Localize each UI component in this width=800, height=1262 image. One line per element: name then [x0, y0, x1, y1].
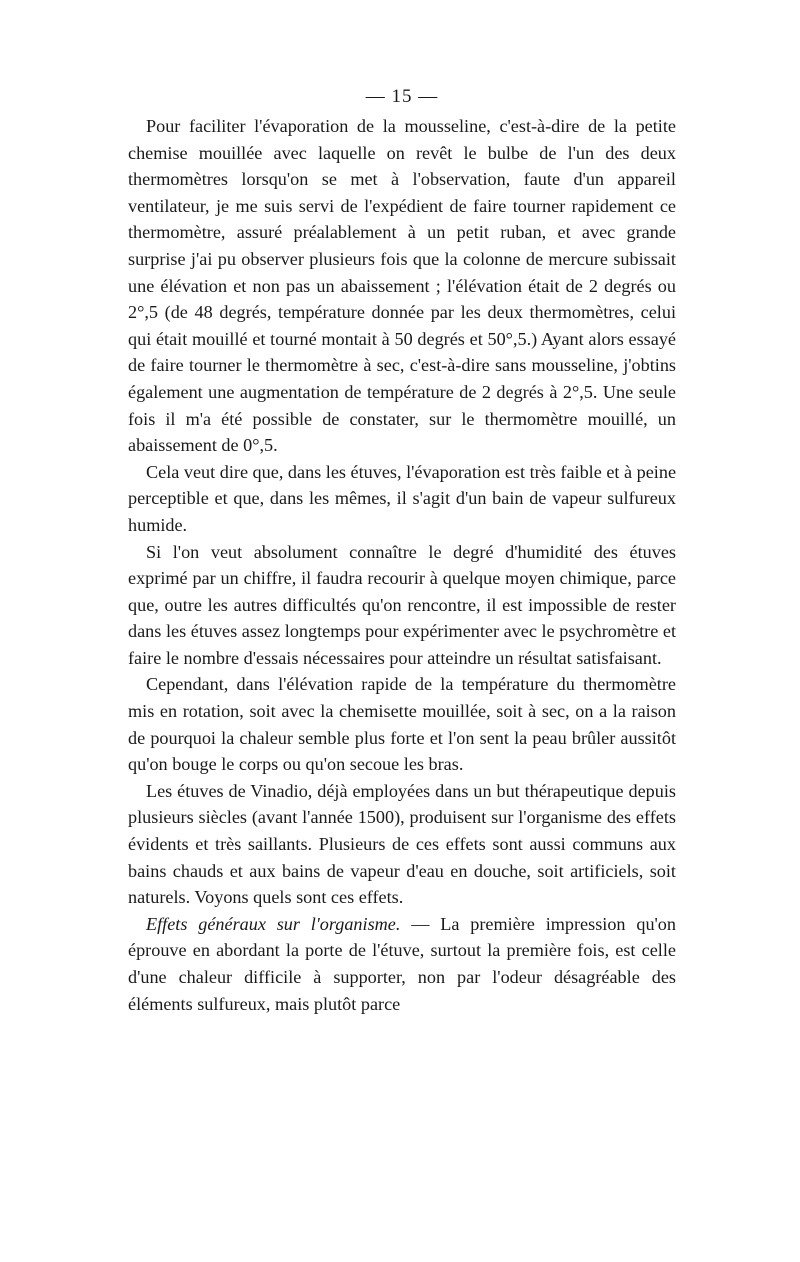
book-page — [128, 84, 676, 1017]
paragraph-humidity-measure: Si l'on veut absolument connaître le degré d'humidité des étuves exprimé par un chiffre, il faudra recourir à quelque moyen chimique, parce que, outre les autres difficultés qu'on rencontre, il est impossible de rester dans les étuves assez longtemps pour expérimenter avec le psychromètre et faire le nombre d'essais nécessaires pour atteindre un résultat satisfaisant. — [128, 541, 676, 668]
paragraph-general-effects — [128, 911, 676, 1017]
paragraph-humid-vapour: Cela veut dire que, dans les étuves, l'évaporation est très faible et à peine perceptible et que, dans les mêmes, il s'agit d'un bain de vapeur sulfureux humide. — [128, 461, 677, 535]
section-heading-italic: Effets généraux sur l'organisme. — [146, 913, 401, 934]
paragraph-heat-sensation: Cependant, dans l'élévation rapide de la température du thermomètre mis en rotation, soit avec la chemisette mouillée, soit à sec, on a la raison de pourquoi la chaleur semble plus forte et l'on sent la peau brûler aussitôt qu'on bouge le corps ou qu'on secoue les bras. — [128, 674, 676, 775]
paragraph-evaporation: Pour faciliter l'évaporation de la mousseline, c'est-à-dire de la petite chemise mouillée avec laquelle on revêt le bulbe de l'un des deux thermomètres lorsqu'on se met à l'observation, faute d'un appareil ventilateur, je me suis servi de l'expédient de faire tourner rapidement ce thermomètre, assuré préalablement à un petit ruban, et avec grande surprise j'ai pu observer plusieurs fois que la colonne de mercure subissait une élévation et non pas un abaissement ; l'élévation était de 2 degrés ou 2°,5 (de 48 degrés, température donnée par les deux thermomètres, celui qui était mouillé et tourné montait à 50 degrés et 50°,5.) Ayant alors essayé de faire tourner le thermomètre à sec, c'est-à-dire sans mousseline, j'obtins également une augmentation de température de 2 degrés à 2°,5. Une seule fois il m'a été possible de constater, sur le thermomètre mouillé, un abaissement de 0°,5. — [128, 116, 676, 456]
page-number: — 15 — — [365, 86, 439, 107]
paragraph-general-effects-text: — La première impression qu'on éprouve en abordant la porte de l'étuve, surtout la première fois, est celle d'une chaleur difficile à supporter, non par l'odeur désagréable des éléments sulfureux, mais plutôt parce — [128, 913, 676, 1014]
paragraph-vinadio-effects: Les étuves de Vinadio, déjà employées dans un but thérapeutique depuis plusieurs siècles (avant l'année 1500), produisent sur l'organisme des effets évidents et très saillants. Plusieurs de ces effets sont aussi communs aux bains chauds et aux bains de vapeur d'eau en douche, soit artificiels, soit naturels. Voyons quels sont ces effets. — [128, 780, 676, 908]
